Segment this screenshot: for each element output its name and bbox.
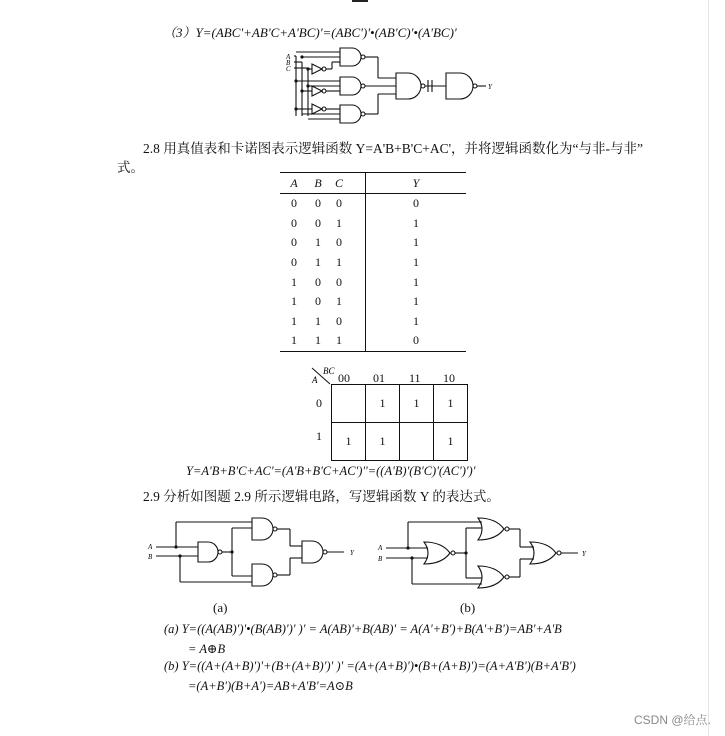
kmap-col-10: 10: [443, 371, 455, 385]
kmap-cell: [332, 385, 366, 423]
kmap-corner: [306, 364, 340, 386]
kmap-corner-bc: BC: [323, 366, 335, 376]
header-c: C: [328, 173, 350, 194]
kmap-cell: 1: [400, 385, 434, 423]
sep: [350, 194, 366, 214]
label-b: B: [286, 59, 291, 67]
cell: 1: [413, 255, 419, 270]
circuit-b-label-y: Y: [582, 550, 586, 558]
circuit-a-label-b: B: [148, 553, 153, 561]
sep: [350, 331, 366, 351]
sep: [350, 214, 366, 234]
header-a: A: [280, 173, 308, 194]
header-b: B: [308, 173, 328, 194]
cell: 1: [315, 255, 321, 270]
circuit-a: [146, 512, 366, 590]
table-row: [280, 233, 466, 253]
cell: 1: [291, 313, 297, 328]
header-y: Y: [366, 173, 467, 194]
cell: 1: [315, 235, 321, 250]
circuit-b: [376, 514, 596, 592]
table-row: [280, 194, 466, 214]
kmap-cell: 1: [434, 385, 468, 423]
circuit-part3: [282, 42, 502, 126]
caption-b: (b): [460, 600, 476, 615]
page-edge-line: [708, 0, 709, 736]
sep: [350, 312, 366, 332]
table-row: [280, 214, 466, 234]
label-y: Y: [488, 83, 492, 91]
cell: 0: [336, 196, 342, 211]
cell: 1: [315, 313, 321, 328]
cell: 0: [291, 255, 297, 270]
kmap-row-1: 1: [316, 429, 322, 443]
cell: 0: [315, 196, 321, 211]
cell: 0: [315, 294, 321, 309]
cell: 1: [336, 215, 342, 230]
cell: 1: [291, 294, 297, 309]
kmap-row-0: 0: [316, 396, 322, 410]
label-c: C: [286, 65, 291, 73]
cell: 1: [291, 274, 297, 289]
answer-a-line1: (a) Y=((A(AB)')'•(B(AB)')' )' = A(AB)'+B(AB)' = A(A'+B')+B(A'+B')=AB'+A'B: [164, 622, 562, 636]
cell: 0: [366, 331, 467, 351]
circuit-a-label-a: A: [148, 543, 153, 551]
cell: 0: [336, 274, 342, 289]
table-row: [280, 292, 466, 312]
kmap-grid: [331, 384, 468, 461]
kmap-corner-a: A: [312, 375, 318, 385]
cell: 1: [413, 235, 419, 250]
kmap-col-00: 00: [338, 371, 350, 385]
cell: 1: [280, 331, 308, 351]
kmap-cell: 1: [366, 385, 400, 423]
cell: 0: [291, 235, 297, 250]
cell: 1: [336, 294, 342, 309]
page-top-mark: [352, 0, 368, 2]
answer-a-line2: = A⊕B: [188, 642, 226, 656]
part3-equation: （3）Y=(ABC'+AB'C+A'BC)'=(ABC')'•(AB'C)'•(A'BC)': [163, 25, 457, 40]
cell: 0: [315, 215, 321, 230]
cell: 1: [308, 331, 328, 351]
cell: 0: [315, 274, 321, 289]
sep: [350, 292, 366, 312]
kmap-col-11: 11: [409, 371, 421, 385]
truth-table: [280, 172, 466, 352]
problem-2-8-line2: 式。: [117, 160, 144, 175]
table-row: [280, 253, 466, 273]
label-a: A: [286, 53, 291, 61]
circuit-b-label-b: B: [378, 555, 383, 563]
cell: 1: [413, 294, 419, 309]
sep: [350, 272, 366, 292]
problem-2-9: 2.9 分析如图题 2.9 所示逻辑电路，写逻辑函数 Y 的表达式。: [143, 489, 500, 504]
sep: [350, 253, 366, 273]
problem-2-8-line1: 2.8 用真值表和卡诺图表示逻辑函数 Y=A'B+B'C+AC'，并将逻辑函数化为“与非-与非”: [143, 141, 644, 156]
header-sep: [350, 173, 366, 194]
circuit-a-label-y: Y: [350, 549, 354, 557]
cell: 0: [291, 215, 297, 230]
cell: 1: [413, 215, 419, 230]
cell: 1: [413, 313, 419, 328]
kmap-formula: Y=A'B+B'C+AC'=(A'B+B'C+AC')''=((A'B)'(B'C)'(AC')')': [186, 464, 476, 478]
caption-a: (a): [213, 600, 228, 615]
cell: 0: [413, 196, 419, 211]
kmap-cell: 1: [332, 423, 366, 461]
kmap-cell: 1: [366, 423, 400, 461]
cell: 1: [328, 331, 350, 351]
kmap-cell: [400, 423, 434, 461]
kmap-col-01: 01: [373, 371, 385, 385]
table-row: [280, 272, 466, 292]
answer-b-line2: =(A+B')(B+A')=AB+A'B'=A⊙B: [188, 679, 353, 693]
kmap-cell: 1: [434, 423, 468, 461]
answer-b-line1: (b) Y=((A+(A+B)')'+(B+(A+B)')' )' =(A+(A+B)')•(B+(A+B)')=(A+A'B')(B+A'B'): [164, 659, 576, 673]
cell: 0: [336, 235, 342, 250]
cell: 0: [336, 313, 342, 328]
table-row: [280, 331, 466, 351]
sep: [350, 233, 366, 253]
watermark: CSDN @给点.: [634, 713, 711, 727]
circuit-b-label-a: A: [378, 544, 383, 552]
table-row: [280, 312, 466, 332]
cell: 0: [291, 196, 297, 211]
cell: 1: [336, 255, 342, 270]
cell: 1: [413, 274, 419, 289]
